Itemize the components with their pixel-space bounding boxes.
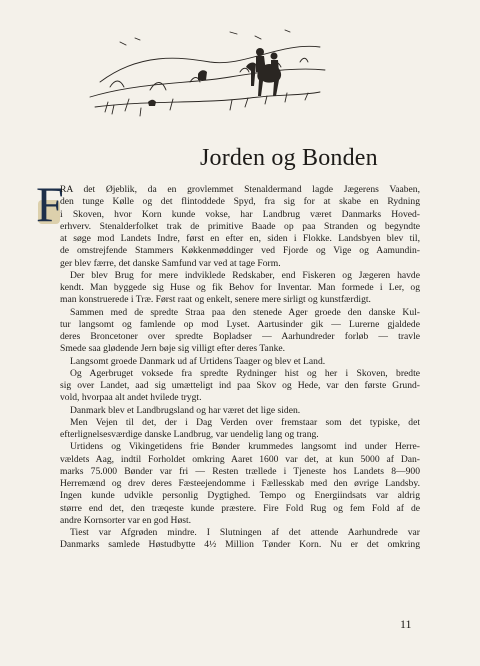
text-line: Ingen kunde udvikle personlig Dygtighed. Tempo og Energiindsats var aldrig: [60, 490, 420, 502]
text-line: Herremænd og drev deres Fæsteejendomme i Fællesskab med den øvrige Landsby.: [60, 478, 420, 489]
text-line: deres Broncetoner over spredte Bopladser — Aarhundreder forløb — travle: [60, 331, 420, 342]
text-line: Langsomt groede Danmark ud af Urtidens Taager og blev et Land.: [70, 355, 326, 367]
text-line: større end det, den træqeste kunde præstere. Fire Fold Rug og fem Fold af de: [60, 502, 420, 514]
text-line: Men Vejen til det, der i Dag Verden over fremstaar som det typiske, det: [70, 416, 420, 428]
dropcap-letter: F: [36, 176, 64, 232]
text-line: kendt. Man byggede sig Huse og fik Behov for Inventar. Man formede i Ler, og: [60, 282, 420, 293]
text-line: efterlignelsesværdige danske Landbrug, var uendelig lang og trang.: [60, 429, 319, 440]
chapter-title: Jorden og Bonden: [200, 145, 378, 171]
text-line: Der blev Brug for mere indviklede Redskaber, end Fiskeren og Jægeren havde: [70, 269, 420, 281]
text-line: marks 75.000 Bønder var fri — Resten trællede i Tjeneste hos Landets 8—900: [60, 465, 420, 477]
text-line: vældets Aag, indtil Forholdet omkring Aaret 1600 var det, at kun 5000 af Dan-: [60, 453, 420, 465]
text-line: i Skoven, hvor Korn kunde vokse, har Landbrug været Danmarks Hoved-: [60, 208, 420, 220]
text-line: andre Kornsorter var en god Høst.: [60, 514, 192, 526]
text-line: ger blev færre, det danske Samfund var ved at tage Form.: [60, 257, 281, 269]
text-line: Smede saa glødende Jern bøje sig villigt efter deres Tanke.: [60, 343, 286, 355]
text-line: RA det Øjeblik, da en grovlemmet Stenaldermand lagde Jægerens Vaaben,: [60, 184, 420, 195]
text-line: Og Agerbruget voksede fra spredte Rydninger hist og her i Skoven, bredte: [70, 367, 420, 379]
text-line: de omstrejfende Stammers Køkkenmøddinger ved Fjorde og Vige og Aamundin-: [60, 245, 420, 257]
text-line: vold, hvorpaa alt andet hvilede trygt.: [60, 392, 202, 404]
text-line: Danmark blev et Landbrugsland og har været det lige siden.: [70, 404, 301, 416]
text-line: at søge mod Landets Indre, først en efter en, siden i Flokke. Landsbyen blev til,: [60, 233, 420, 244]
body-text: [60, 184, 420, 552]
text-line: den tunge Kølle og det flintoddede Spyd, fra sig for at skabe en Rydning: [60, 196, 420, 208]
text-line: man konstruerede i Træ. Først raat og enkelt, senere mere sirligt og kunstfærdigt.: [60, 294, 371, 306]
text-line: tur langsomt og famlende op mod Lyset. Aartusinder gik — Lurerne gjaldede: [60, 318, 420, 330]
text-line: Urtidens og Vikingetidens frie Bønder krummedes langsomt ind under Herre-: [70, 441, 420, 453]
text-line: erhverv. Stenalderfolket trak de primitive Baade op paa Stranden og begyndte: [60, 220, 420, 232]
rider-landscape-illustration: [80, 12, 330, 132]
text-line: Sammen med de spredte Straa paa den stenede Ager groede den danske Kul-: [70, 306, 420, 318]
text-line: Tiest var Afgrøden mindre. I Slutningen af det attende Aarhundrede var: [70, 527, 420, 538]
text-line: sig over Landet, aad sig umætteligt ind paa Skov og Hede, var den første Grund-: [60, 380, 420, 391]
page-number: 11: [400, 617, 412, 631]
text-line: Danmarks samlede Høstudbytte 4½ Million Tønder Korn. Nu er det omkring: [60, 539, 420, 551]
